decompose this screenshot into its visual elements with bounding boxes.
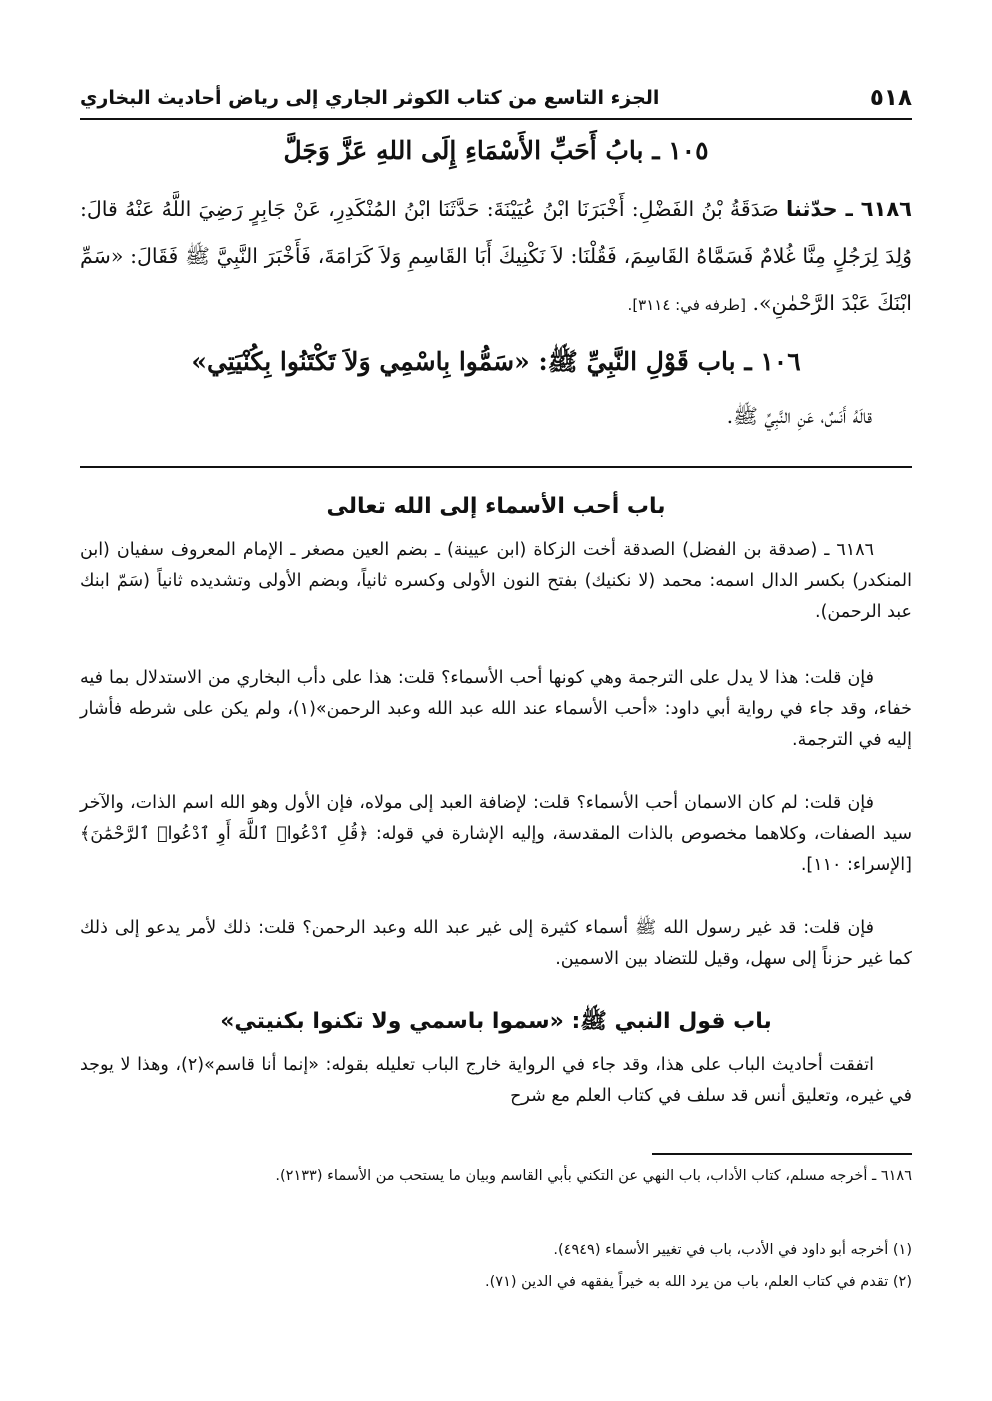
commentary-paragraph-4: فإن قلت: قد غير رسول الله ﷺ أسماء كثيرة إلى غير عبد الله وعبد الرحمن؟ قلت: ذلك لأمر يدعو إلى ذلك كما غير حزناً إلى سهل، وقيل للتضاد بين الاسمين. xyxy=(80,918,912,969)
page-number: ٥١٨ xyxy=(869,85,912,111)
footnote-separator xyxy=(652,1153,912,1155)
footnote-takhrij: ٦١٨٦ ـ أخرجه مسلم، كتاب الأداب، باب النهي عن التكني بأبي القاسم وبيان ما يستحب من الأسماء (٢١٣٣). xyxy=(275,1168,912,1184)
commentary-paragraph-2: فإن قلت: هذا لا يدل على الترجمة وهي كونها أحب الأسماء؟ قلت: هذا على دأب البخاري من الاستدلال بما فيه خفاء، وقد جاء في رواية أبي داود: «أحب الأسماء عند الله عبد الله وعبد الرحمن»(١)، ولم يكن على شرطه فأشار إليه في الترجمة. xyxy=(80,668,912,750)
chapter-106-line: قالَهُ أَنَسٌ، عَنِ النَّبِيِّ ﷺ. xyxy=(726,404,872,428)
hadith-reference: [طرفه في: ٣١١٤]. xyxy=(627,296,746,314)
text-commentary-divider xyxy=(80,466,912,468)
running-header xyxy=(80,78,912,120)
commentary-paragraph-1: ٦١٨٦ ـ (صدقة بن الفضل) الصدقة أخت الزكاة (ابن عيينة) ـ بضم العين مصغر ـ الإمام المعروف سفيان (ابن المنكدر) بكسر الدال اسمه: محمد (لا نكنيك) بفتح النون الأولى وكسره ثانياً، وبضم الأولى وتشديده ثانياً (سَمّ ابنك عبد الرحمن). xyxy=(80,540,912,622)
chapter-106-heading: ١٠٦ ـ باب قَوْلِ النَّبِيِّ ﷺ: «سَمُّوا بِاسْمِي وَلاَ تَكْتَنُوا بِكُنْيَتِي» xyxy=(191,347,801,376)
footnote-2: (٢) تقدم في كتاب العلم، باب من يرد الله به خيراً يفقهه في الدين (٧١). xyxy=(485,1274,912,1290)
chapter-105-heading: ١٠٥ ـ بابُ أَحَبِّ الأَسْمَاءِ إِلَى اللهِ عَزَّ وَجَلَّ xyxy=(283,136,709,165)
commentary-paragraph-3: فإن قلت: لم كان الاسمان أحب الأسماء؟ قلت: لإضافة العبد إلى مولاه، فإن الأول وهو الله اسم الذات، والآخر سيد الصفات، وكلاهما مخصوص بالذات المقدسة، وإليه الإشارة في قوله: ﴿قُلِ ٱدْعُوا۟ ٱللَّهَ أَوِ ٱدْعُوا۟ ٱلرَّحْمَٰنَ﴾ [الإسراء: ١١٠]. xyxy=(80,793,912,875)
commentary-heading-1: باب أحب الأسماء إلى الله تعالى xyxy=(326,494,666,519)
commentary-paragraph-5: اتفقت أحاديث الباب على هذا، وقد جاء في الرواية خارج الباب تعليله بقوله: «إنما أنا قاسم»(٢)، وهذا لا يوجد في غيره، وتعليق أنس قد سلف في كتاب العلم مع شرح xyxy=(80,1055,912,1106)
commentary-heading-2: باب قول النبي ﷺ: «سموا باسمي ولا تكنوا بكنيتي» xyxy=(220,1009,772,1034)
footnote-1: (١) أخرجه أبو داود في الأدب، باب في تغيير الأسماء (٤٩٤٩). xyxy=(553,1242,912,1258)
hadith-text: صَدَقَةُ بْنُ الفَضْلِ: أَخْبَرَنَا ابْنُ عُيَيْنَةَ: حَدَّثَنَا ابْنُ المُنْكَدِرِ، عَنْ جَابِرٍ رَضِيَ اللَّهُ عَنْهُ قالَ: وُلِدَ لِرَجُلٍ مِنَّا غُلامٌ فَسَمَّاهُ القَاسِمَ، فَقُلْنَا: لاَ نَكْنِيكَ أَبَا القَاسِمِ وَلاَ كَرَامَةَ، فَأَخْبَرَ النَّبِيَّ ﷺ فَقَالَ: «سَمِّ ابْنَكَ عَبْدَ الرَّحْمٰنِ». xyxy=(80,197,912,315)
hadith-number: ٦١٨٦ ـ حدّثنا xyxy=(786,197,912,221)
book-title: الجزء التاسع من كتاب الكوثر الجاري إلى رياض أحاديث البخاري xyxy=(80,87,660,109)
hadith-6186 xyxy=(80,186,912,329)
